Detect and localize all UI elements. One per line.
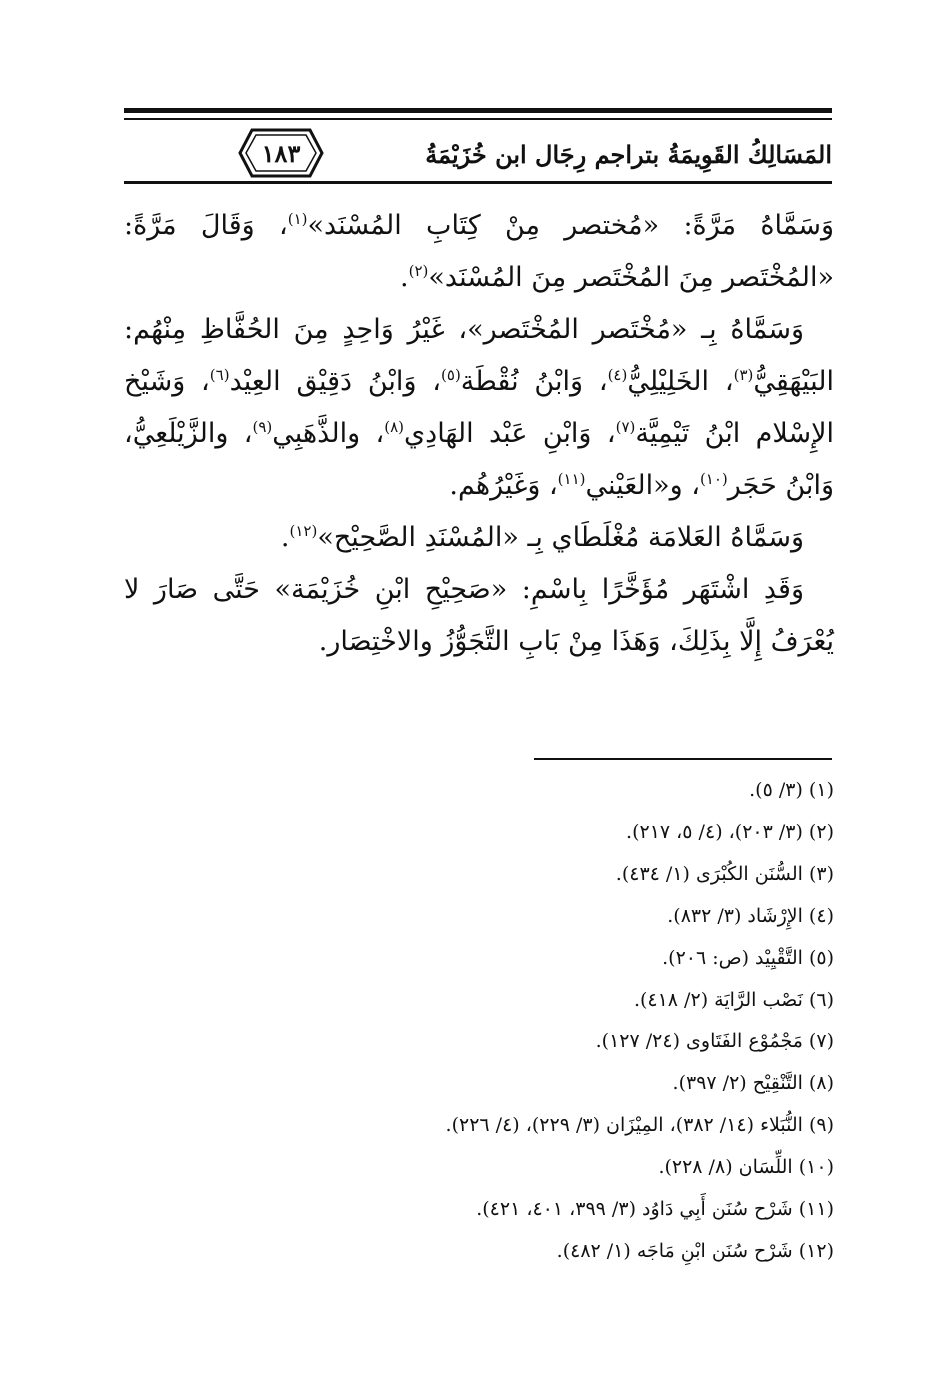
- text-span: وَسَمَّاهُ مَرَّةً: «مُختصر مِنْ كِتَابِ المُسْنَد»: [307, 210, 834, 241]
- footnote-ref: (٤): [607, 366, 628, 384]
- text-span: ، والزَّيْلَعِيُّ، وَابْنُ حَجَر: [124, 418, 834, 501]
- text-span: ، وَابْنُ نُقْطَة: [460, 366, 608, 397]
- text-span: وَسَمَّاهُ بِـ «مُخْتَصر المُخْتَصر»، غَيْرُ وَاحِدٍ مِنَ الحُفَّاظِ مِنْهُم: البَيْهَقِيُّ: [124, 314, 834, 397]
- footnote-5: (٥) التَّقْيِيْد (ص: ٢٠٦).: [662, 946, 834, 969]
- footnote-ref: (٥): [441, 366, 461, 384]
- text-span: ، وَابْنِ عَبْد الهَادِي: [404, 418, 616, 449]
- footnote-2: (٢) (٣/ ٢٠٣)، (٤/ ٥، ٢١٧).: [626, 820, 834, 843]
- footnote-7: (٧) مَجْمُوْع الفَتَاوى (٢٤/ ١٢٧).: [595, 1030, 834, 1053]
- footnote-12: (١٢) شَرْح سُنَن ابْنِ مَاجَه (١/ ٤٨٢).: [556, 1239, 834, 1262]
- footnote-8: (٨) التَّنْقِيْح (٢/ ٣٩٧).: [672, 1072, 834, 1095]
- main-text: [124, 200, 834, 668]
- footnote-ref: (١١): [557, 470, 586, 488]
- footnote-1: (١) (٣/ ٥).: [749, 779, 834, 801]
- header-bottom-rule: [124, 181, 832, 184]
- page-number: ١٨٣: [261, 138, 301, 168]
- paragraph-4: وَقَدِ اشْتَهَر مُؤَخَّرًا بِاسْمِ: «صَحِيْحِ ابْنِ خُزَيْمَة» حَتَّى صَارَ لا يُعْرَفُ إِلَّا بِذَلِكَ، وَهَذَا مِنْ بَابِ التَّجَوُّزُ والاخْتِصَار.: [124, 574, 834, 657]
- text-span: ، والذَّهَبِي: [272, 418, 385, 449]
- footnotes: [124, 770, 834, 1273]
- text-span: ، وَقَالَ مَرَّةً: «المُخْتَصر مِنَ المُخْتَصر مِنَ المُسْنَد»: [124, 210, 834, 293]
- footnote-4: (٤) الإِرْشَاد (٣/ ٨٣٢).: [667, 904, 834, 927]
- footnote-ref: (٧): [615, 418, 636, 436]
- paragraph-2: [124, 304, 834, 512]
- footnote-ref: (١): [287, 210, 308, 228]
- footnote-ref: (١٠): [699, 470, 728, 488]
- footnote-3: (٣) السُّنَن الكُبْرَى (١/ ٤٣٤).: [615, 862, 834, 885]
- footnote-ref: (٩): [252, 418, 273, 436]
- text-span: ، الخَلِيْلِيُّ: [627, 366, 734, 397]
- footnote-ref: (٢): [408, 262, 429, 280]
- text-span: ، وَابْنُ دَقِيْق العِيْد: [229, 366, 442, 397]
- footnote-separator: [534, 758, 832, 760]
- paragraph-3: [124, 512, 834, 564]
- footnote-ref: (٨): [384, 418, 405, 436]
- page-number-badge: [236, 126, 326, 180]
- footnote-10: (١٠) اللِّسَان (٨/ ٢٢٨).: [658, 1156, 834, 1179]
- footnote-ref: (٦): [209, 366, 230, 384]
- header-top-rule-thin: [124, 118, 832, 120]
- footnote-6: (٦) نَصْب الرَّايَة (٢/ ٤١٨).: [633, 988, 834, 1011]
- text-span: .: [280, 522, 290, 553]
- text-span: وَسَمَّاهُ العَلامَة مُغْلَطَاي بِـ «المُسْنَدِ الصَّحِيْح»: [317, 522, 804, 553]
- text-span: ، وَشَيْخ الإِسْلام ابْنُ تَيْمِيَّة: [124, 366, 834, 449]
- footnote-9: (٩) النُّبَلاء (١٤/ ٣٨٢)، المِيْزَان (٣/ ٢٢٩)، (٤/ ٢٢٦).: [445, 1114, 834, 1137]
- footnote-ref: (١٢): [289, 522, 318, 540]
- footnote-11: (١١) شَرْح سُنَن أَبِي دَاوُد (٣/ ٣٩٩، ٤٠١، ٤٢١).: [476, 1198, 834, 1221]
- footnote-ref: (٣): [733, 366, 754, 384]
- text-span: .: [400, 262, 409, 293]
- paragraph-1: [124, 200, 834, 304]
- running-title: المَسَالِكُ القَوِيمَةُ بتراجم رِجَال ابن خُزَيْمَةُ: [425, 140, 832, 169]
- header-top-rule-thick: [124, 108, 832, 113]
- text-span: ، وَغَيْرُهُم.: [449, 470, 558, 501]
- text-span: ، و«العَيْني: [585, 470, 700, 501]
